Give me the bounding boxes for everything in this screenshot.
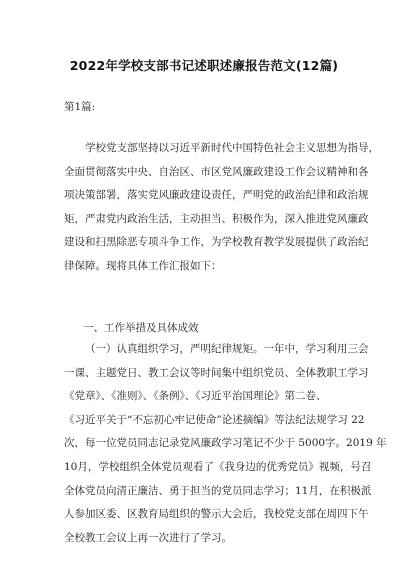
paragraph-line: 律保障。现将具体工作汇报如下： [64,259,222,272]
paragraph-line: 矩，严肃党内政治生活，主动担当、积极作为，深入推进党风廉政 [64,212,369,225]
paragraph-line: 一课、主题党日、教工会议等时间集中组织党员、全体教职工学习 [64,366,369,379]
paragraph-line: 人参加区委、区教育局组织的警示大会后，我校党支部在周四下午 [64,508,369,521]
paragraph-line: 《党章》、《准则》、《条例》、《习近平治国理论》第二卷、 [64,390,327,403]
paragraph-line: 建设和扫黑除恶专项斗争工作，为学校教育教学发展提供了政治纪 [64,236,369,249]
paragraph-line: 次，每一位党员同志记录党风廉政学习笔记不少于 5000字。2019 年 [64,437,387,450]
paragraph-line: 项决策部署，落实党风廉政建设责任，严明党的政治纪律和政治规 [64,189,369,202]
paragraph-line: 全面贯彻落实中央、自治区、市区党风廉政建设工作会议精神和各 [64,165,369,178]
paragraph-line: 学校党支部坚持以习近平新时代中国特色社会主义思想为指导， [85,142,379,154]
paragraph-study [64,338,387,550]
document-title: 2022年学校支部书记述职述廉报告范文(12篇) [69,58,339,73]
paragraph-line: 10月，学校组织全体党员观看了《我身边的优秀党员》视频，号召 [64,460,372,473]
paragraph-line: 全体党员向清正廉洁、勇于担当的党员同志学习；11月，在积极派 [64,484,372,497]
paragraph-intro [64,137,379,279]
section-label: 第1篇: [64,101,96,113]
paragraph-line: 全校教工会议上再一次进行了学习。 [64,531,232,544]
paragraph-line: 《习近平关于“不忘初心牢记使命”论述摘编》等法纪法规学习 22 [64,413,365,426]
paragraph-line: （一）认真组织学习，严明纪律规矩。一年中，学习利用三会 [85,343,369,355]
section-heading: 一、工作举措及具体成效 [83,322,199,334]
